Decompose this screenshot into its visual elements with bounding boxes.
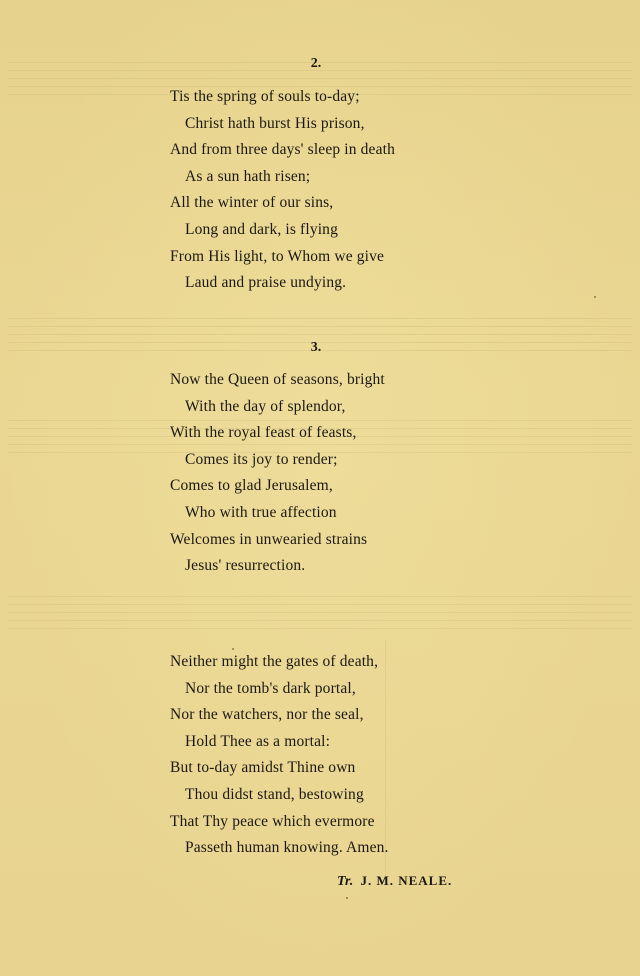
bleed-through-line <box>8 334 632 335</box>
verse-line: Now the Queen of seasons, bright <box>170 371 385 388</box>
verse-line: Thou didst stand, bestowing <box>185 785 364 803</box>
verse-line: And from three days' sleep in death <box>170 141 395 159</box>
translator-attribution <box>337 873 452 890</box>
bleed-through-line <box>8 326 632 327</box>
stanza-2 <box>170 84 395 297</box>
bleed-through-line <box>8 596 632 597</box>
stanza-number: 3. <box>310 340 322 355</box>
verse-line: Long and dark, is flying <box>185 220 338 238</box>
verse-line: Neither might the gates of death, <box>170 653 379 670</box>
bleed-through-line <box>8 604 632 605</box>
verse-line: That Thy peace which evermore <box>170 812 375 830</box>
print-speck <box>346 897 348 899</box>
translator-prefix: Tr. <box>337 874 354 889</box>
bleed-through-line <box>8 620 632 621</box>
verse-line: Christ hath burst His prison, <box>185 114 365 132</box>
verse-line: From His light, to Whom we give <box>170 247 385 265</box>
print-speck <box>594 296 596 298</box>
bleed-through-line <box>8 318 632 319</box>
verse-line: As a sun hath risen; <box>185 167 311 185</box>
verse-line: Tis the spring of souls to-day; <box>170 88 360 105</box>
verse-line: Passeth human knowing. Amen. <box>185 839 389 857</box>
verse-line: Who with true affection <box>185 503 337 521</box>
verse-line: Nor the tomb's dark portal, <box>185 679 356 697</box>
bleed-through-line <box>8 628 632 629</box>
bleed-through-line <box>8 78 632 79</box>
verse-line: Nor the watchers, nor the seal, <box>170 706 364 724</box>
verse-line: All the winter of our sins, <box>170 194 334 212</box>
verse-line: With the royal feast of feasts, <box>170 424 357 442</box>
verse-line: Hold Thee as a mortal: <box>185 732 331 750</box>
verse-line: Comes its joy to render; <box>185 450 338 468</box>
verse-line: Comes to glad Jerusalem, <box>170 477 333 495</box>
verse-line: But to-day amidst Thine own <box>170 759 356 777</box>
stanza-3 <box>170 367 385 580</box>
stanza-4 <box>170 649 389 862</box>
verse-line: Jesus' resurrection. <box>185 557 306 575</box>
verse-line: Welcomes in unwearied strains <box>170 530 368 548</box>
translator-name: J. M. NEALE. <box>360 873 453 888</box>
verse-line: With the day of splendor, <box>185 397 346 415</box>
verse-line: Laud and praise undying. <box>185 274 347 292</box>
stanza-number: 2. <box>310 56 322 71</box>
bleed-through-line <box>8 612 632 613</box>
